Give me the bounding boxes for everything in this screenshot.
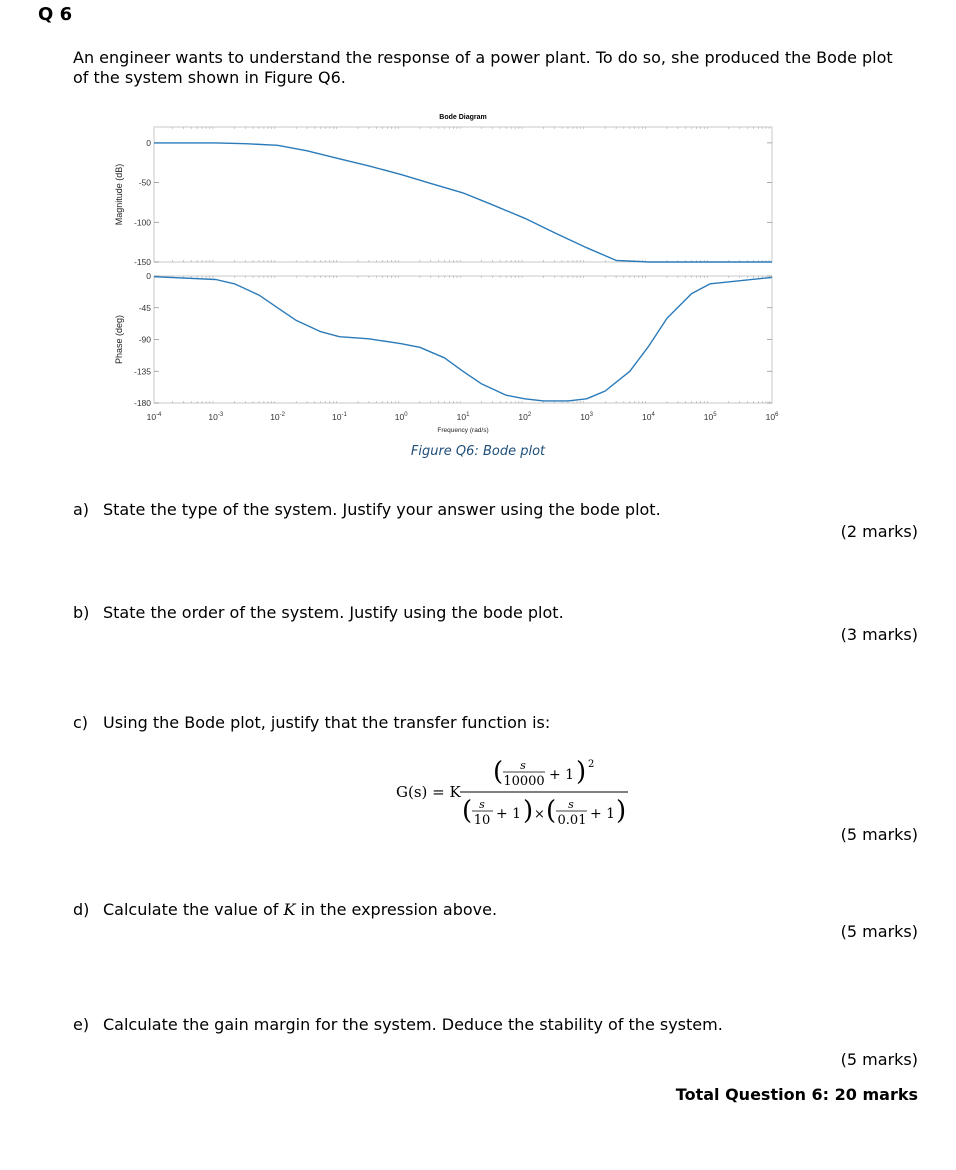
phase-frame — [154, 276, 772, 403]
question-intro: An engineer wants to understand the response of a power plant. To do so, she produced the Bode plot of the system shown in Figure Q6. — [73, 48, 893, 87]
xtick-label: $10^0$ — [394, 412, 408, 422]
den2-var: s — [568, 798, 574, 811]
xtick-label: $10^{-1}$ — [331, 412, 347, 422]
phase-ytick-label: -90 — [138, 334, 151, 345]
part-c-label: c) — [73, 713, 89, 732]
part-e-label: e) — [73, 1015, 90, 1034]
part-d-label: d) — [73, 900, 90, 919]
phase-ytick-label: -135 — [133, 366, 151, 377]
part-d-var: K — [283, 900, 296, 919]
den1-var: s — [479, 798, 485, 811]
magnitude-ytick-label: 0 — [146, 137, 151, 148]
phase-ylabel: Phase (deg) — [114, 314, 124, 365]
part-d-text-after: in the expression above. — [295, 900, 498, 919]
phase-ytick-label: -180 — [133, 398, 151, 408]
xtick-label: $10^{-3}$ — [208, 412, 224, 422]
magnitude-frame — [154, 127, 772, 262]
xtick-label: $10^1$ — [456, 412, 470, 422]
part-a-marks: (2 marks) — [840, 522, 918, 541]
xtick-label: $10^{-2}$ — [270, 412, 286, 422]
part-d-text-before: Calculate the value of — [103, 900, 284, 919]
xtick-label: $10^6$ — [765, 412, 779, 422]
total-marks: Total Question 6: 20 marks — [675, 1085, 918, 1104]
part-c — [73, 713, 550, 732]
num-den: 10000 — [503, 774, 545, 789]
bode-plot — [100, 105, 800, 437]
den2-close-paren: ) — [616, 796, 627, 826]
xtick-label: $10^5$ — [703, 412, 717, 422]
part-d — [73, 900, 497, 919]
den1-open-paren: ( — [462, 796, 473, 826]
phase-ytick-label: 0 — [146, 271, 151, 281]
num-open-paren: ( — [493, 757, 504, 787]
part-b-label: b) — [73, 603, 90, 622]
phase-series-line — [154, 277, 772, 401]
part-c-text: Using the Bode plot, justify that the transfer function is: — [103, 713, 551, 732]
chart-xlabel: Frequency (rad/s) — [437, 427, 489, 434]
part-b-text: State the order of the system. Justify using the bode plot. — [103, 603, 564, 622]
num-plus-one: + 1 — [549, 767, 575, 783]
part-e-text: Calculate the gain margin for the system. Deduce the stability of the system. — [103, 1015, 723, 1034]
xtick-label: $10^2$ — [518, 412, 532, 422]
magnitude-ytick-label: -50 — [138, 177, 151, 188]
part-a — [73, 500, 661, 519]
times-sign: × — [534, 807, 545, 822]
part-b — [73, 603, 564, 622]
den1-den: 10 — [473, 813, 491, 828]
figure-caption: Figure Q6: Bode plot — [410, 444, 546, 459]
magnitude-series-line — [154, 143, 772, 262]
part-e — [73, 1015, 723, 1034]
formula-lhs: G(s) = K — [396, 783, 461, 801]
magnitude-ylabel: Magnitude (dB) — [114, 163, 124, 226]
part-e-marks: (5 marks) — [840, 1050, 918, 1069]
den1-close-paren: ) — [523, 796, 534, 826]
chart-title: Bode Diagram — [439, 114, 487, 121]
xtick-label: $10^4$ — [641, 412, 655, 422]
den1-plus-one: + 1 — [496, 806, 522, 822]
num-power: 2 — [588, 759, 595, 770]
part-b-marks: (3 marks) — [840, 625, 918, 644]
part-d-marks: (5 marks) — [840, 922, 918, 941]
question-number: Q 6 — [38, 4, 73, 25]
xtick-label: $10^{-4}$ — [146, 412, 162, 422]
part-c-marks: (5 marks) — [840, 825, 918, 844]
num-var: s — [520, 759, 526, 772]
part-a-label: a) — [73, 500, 90, 519]
magnitude-ytick-label: -150 — [133, 257, 151, 267]
num-close-paren: ) — [576, 757, 587, 787]
part-a-text: State the type of the system. Justify your answer using the bode plot. — [103, 500, 661, 519]
phase-ytick-label: -45 — [138, 302, 151, 313]
den2-den: 0.01 — [557, 813, 587, 828]
transfer-function — [390, 755, 650, 830]
magnitude-ytick-label: -100 — [133, 217, 151, 228]
den2-open-paren: ( — [546, 796, 557, 826]
den2-plus-one: + 1 — [590, 806, 616, 822]
xtick-label: $10^3$ — [580, 412, 594, 422]
